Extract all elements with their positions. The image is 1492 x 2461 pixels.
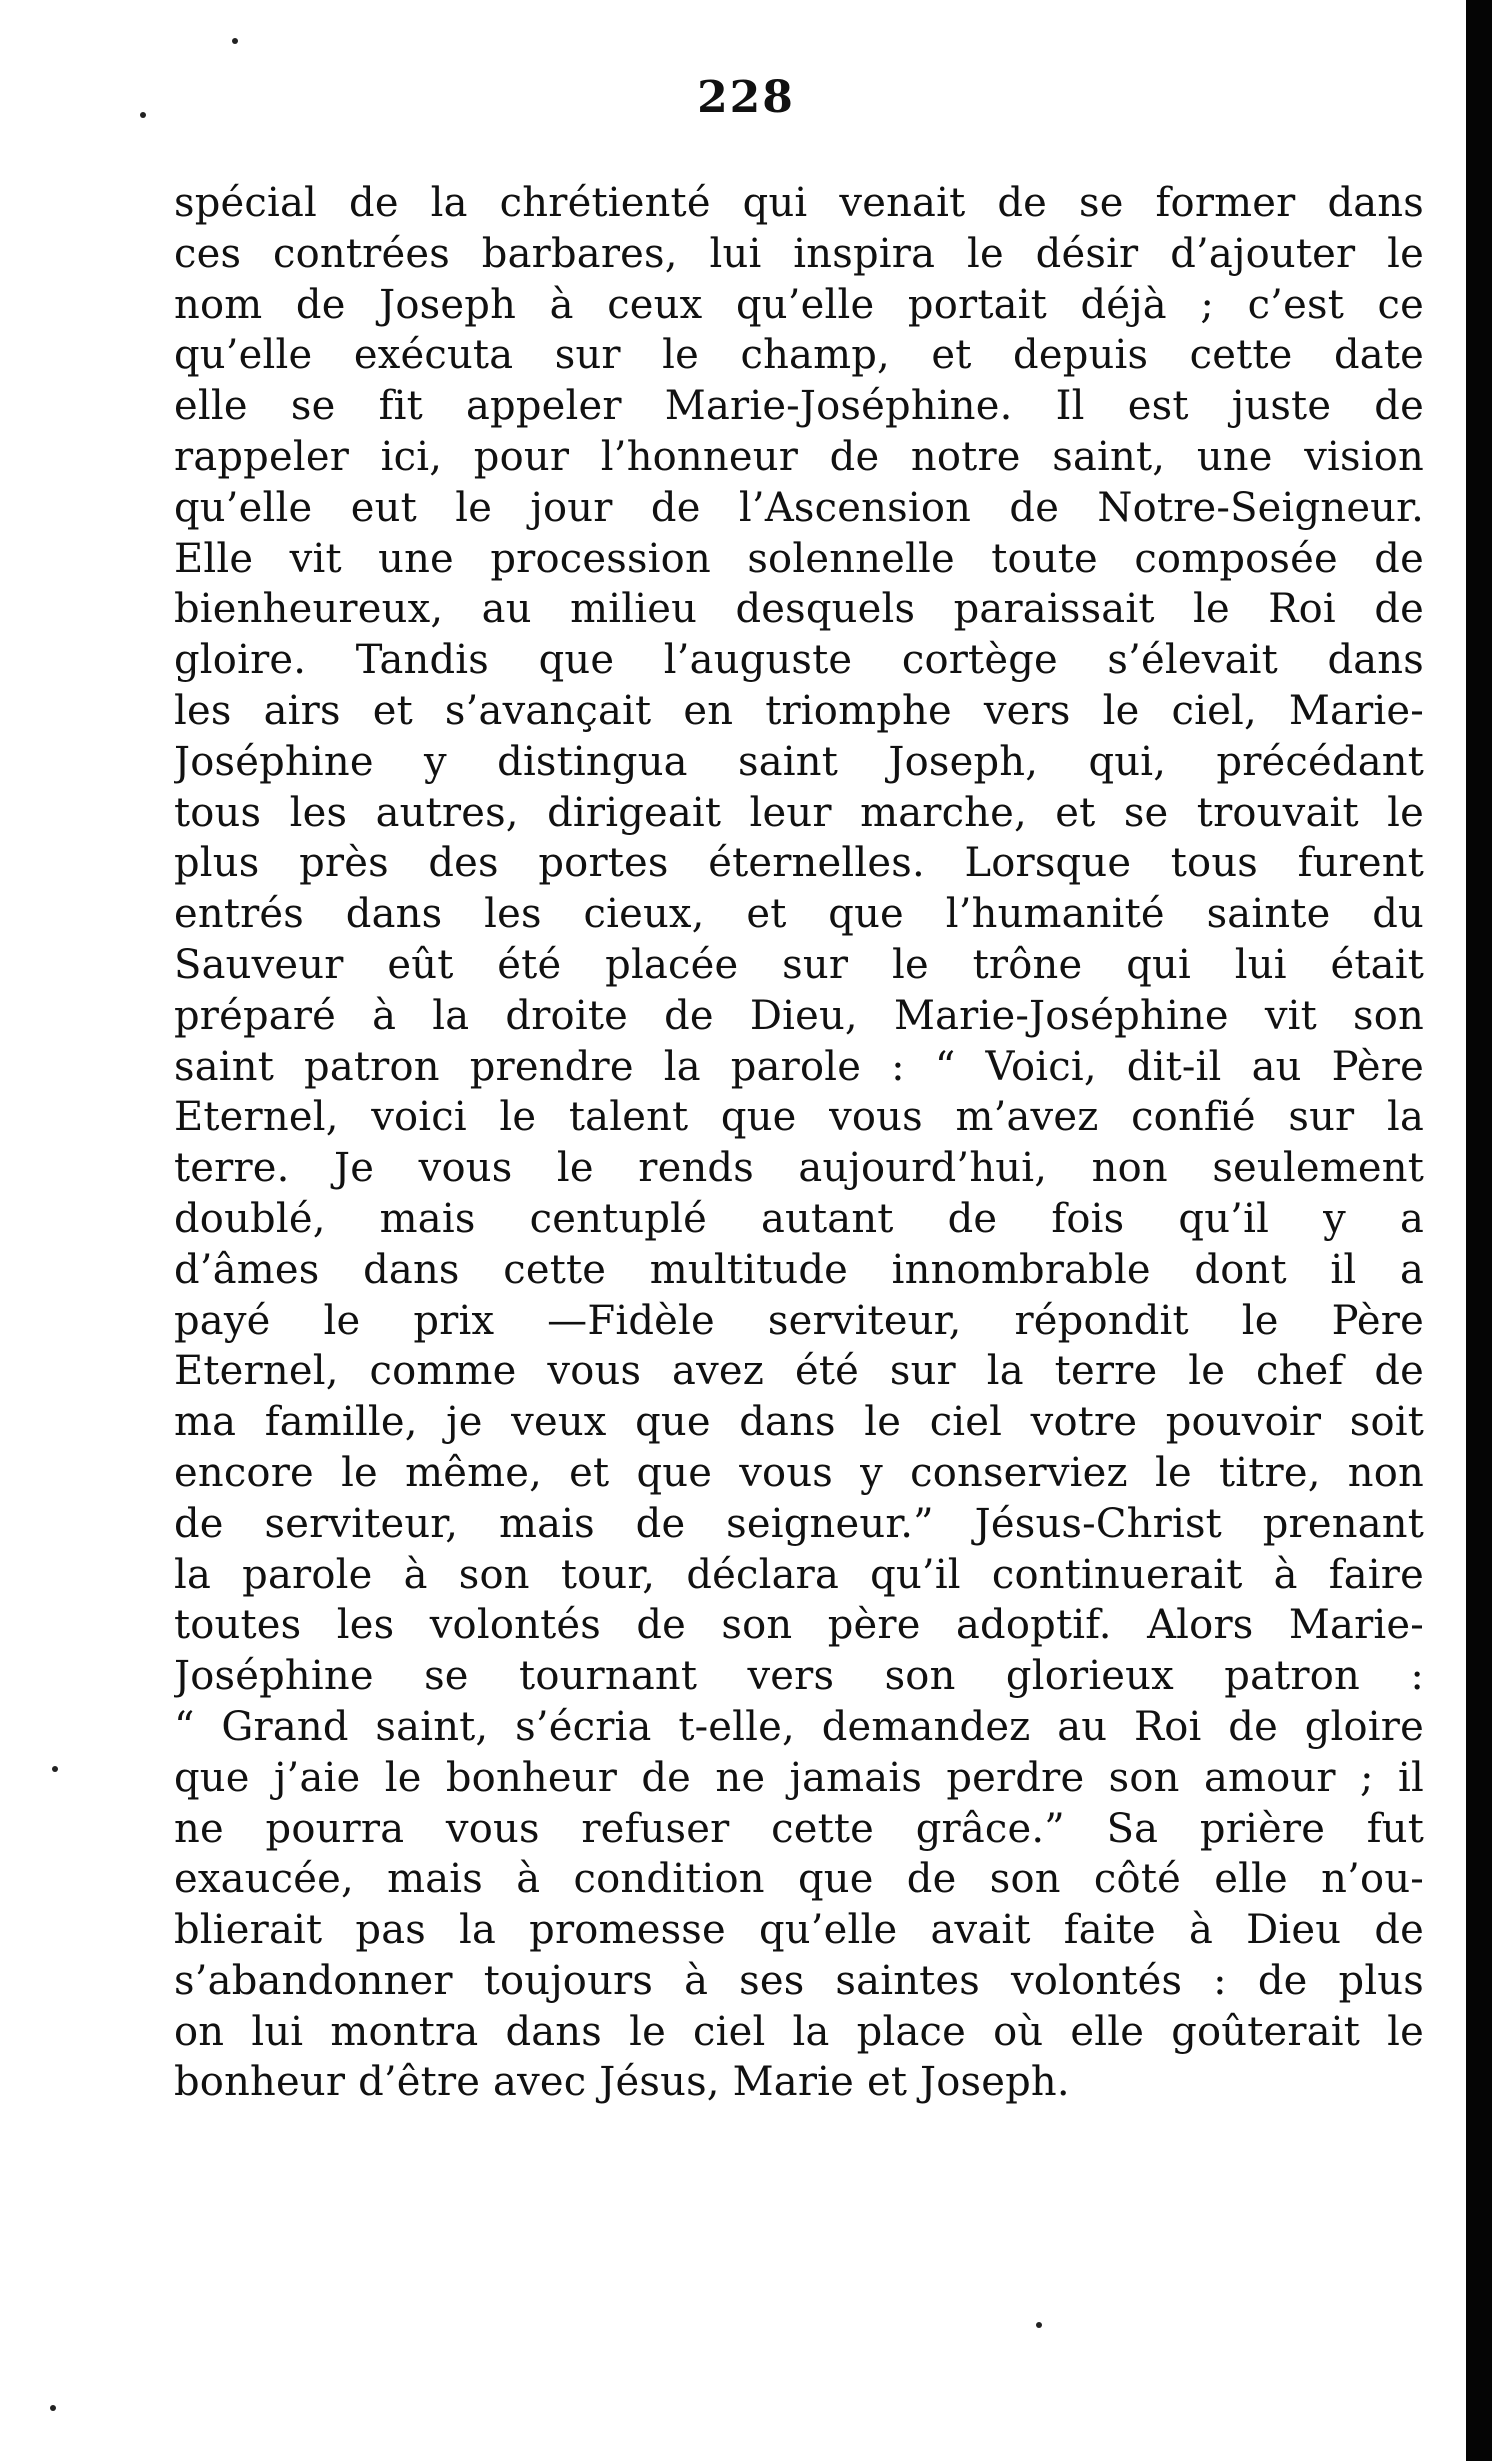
- text-line: payé le prix —Fidèle serviteur, répondit le Père: [174, 1297, 1424, 1344]
- print-speck: [50, 2405, 56, 2411]
- text-line: elle se fit appeler Marie-Joséphine. Il est juste de: [174, 383, 1424, 430]
- text-line: on lui montra dans le ciel la place où elle goûterait le: [174, 2008, 1424, 2055]
- text-line: qu’elle eut le jour de l’Ascension de Notre-Seigneur.: [174, 484, 1424, 531]
- text-line: qu’elle exécuta sur le champ, et depuis cette date: [174, 332, 1424, 379]
- text-line: bienheureux, au milieu desquels paraissait le Roi de: [174, 586, 1424, 633]
- text-line: Eternel, voici le talent que vous m’avez confié sur la: [174, 1094, 1424, 1141]
- text-line: terre. Je vous le rends aujourd’hui, non seulement: [174, 1145, 1424, 1192]
- text-line: ma famille, je veux que dans le ciel votre pouvoir soit: [174, 1399, 1424, 1446]
- text-line: saint patron prendre la parole : “ Voici, dit-il au Père: [174, 1043, 1424, 1090]
- text-line: d’âmes dans cette multitude innombrable dont il a: [174, 1246, 1424, 1293]
- text-line: spécial de la chrétienté qui venait de se former dans: [174, 180, 1424, 226]
- text-line: la parole à son tour, déclara qu’il continuerait à faire: [174, 1551, 1424, 1598]
- text-line: doublé, mais centuplé autant de fois qu’il y a: [174, 1195, 1424, 1242]
- text-line: préparé à la droite de Dieu, Marie-Joséphine vit son: [174, 992, 1424, 1039]
- text-line: entrés dans les cieux, et que l’humanité sainte du: [174, 891, 1424, 938]
- text-line: “ Grand saint, s’écria t-elle, demandez au Roi de gloire: [174, 1703, 1424, 1750]
- text-line: s’abandonner toujours à ses saintes volontés : de plus: [174, 1957, 1424, 2004]
- text-line: ces contrées barbares, lui inspira le désir d’ajouter le: [174, 230, 1424, 277]
- text-line: Joséphine y distingua saint Joseph, qui, précédant: [174, 738, 1424, 785]
- text-line: bonheur d’être avec Jésus, Marie et Joseph.: [174, 2059, 1070, 2106]
- text-line: que j’aie le bonheur de ne jamais perdre son amour ; il: [174, 1754, 1424, 1801]
- print-speck: [232, 38, 238, 44]
- text-line: gloire. Tandis que l’auguste cortège s’élevait dans: [174, 637, 1424, 684]
- print-speck: [1036, 2322, 1042, 2328]
- text-line: Sauveur eût été placée sur le trône qui lui était: [174, 941, 1424, 988]
- print-speck: [52, 1766, 58, 1772]
- text-line: tous les autres, dirigeait leur marche, et se trouvait le: [174, 789, 1424, 836]
- text-line: Elle vit une procession solennelle toute composée de: [174, 535, 1424, 582]
- page-number: 228: [697, 72, 795, 123]
- text-line: exaucée, mais à condition que de son côté elle n’ou-: [174, 1856, 1424, 1903]
- text-line: plus près des portes éternelles. Lorsque tous furent: [174, 840, 1424, 887]
- text-line: toutes les volontés de son père adoptif. Alors Marie-: [174, 1602, 1424, 1649]
- text-line: les airs et s’avançait en triomphe vers le ciel, Marie-: [174, 687, 1424, 734]
- text-line: Eternel, comme vous avez été sur la terre le chef de: [174, 1348, 1424, 1395]
- text-line: de serviteur, mais de seigneur.” Jésus-Christ prenant: [174, 1500, 1424, 1547]
- text-line: Joséphine se tournant vers son glorieux patron :: [174, 1653, 1424, 1700]
- text-line: rappeler ici, pour l’honneur de notre saint, une vision: [174, 433, 1424, 480]
- body-text: [174, 178, 1424, 2108]
- text-line: blierait pas la promesse qu’elle avait faite à Dieu de: [174, 1907, 1424, 1954]
- text-line: ne pourra vous refuser cette grâce.” Sa prière fut: [174, 1805, 1424, 1852]
- text-line: nom de Joseph à ceux qu’elle portait déjà ; c’est ce: [174, 281, 1424, 328]
- text-line: encore le même, et que vous y conserviez le titre, non: [174, 1449, 1424, 1496]
- page-edge-border: [1466, 0, 1492, 2461]
